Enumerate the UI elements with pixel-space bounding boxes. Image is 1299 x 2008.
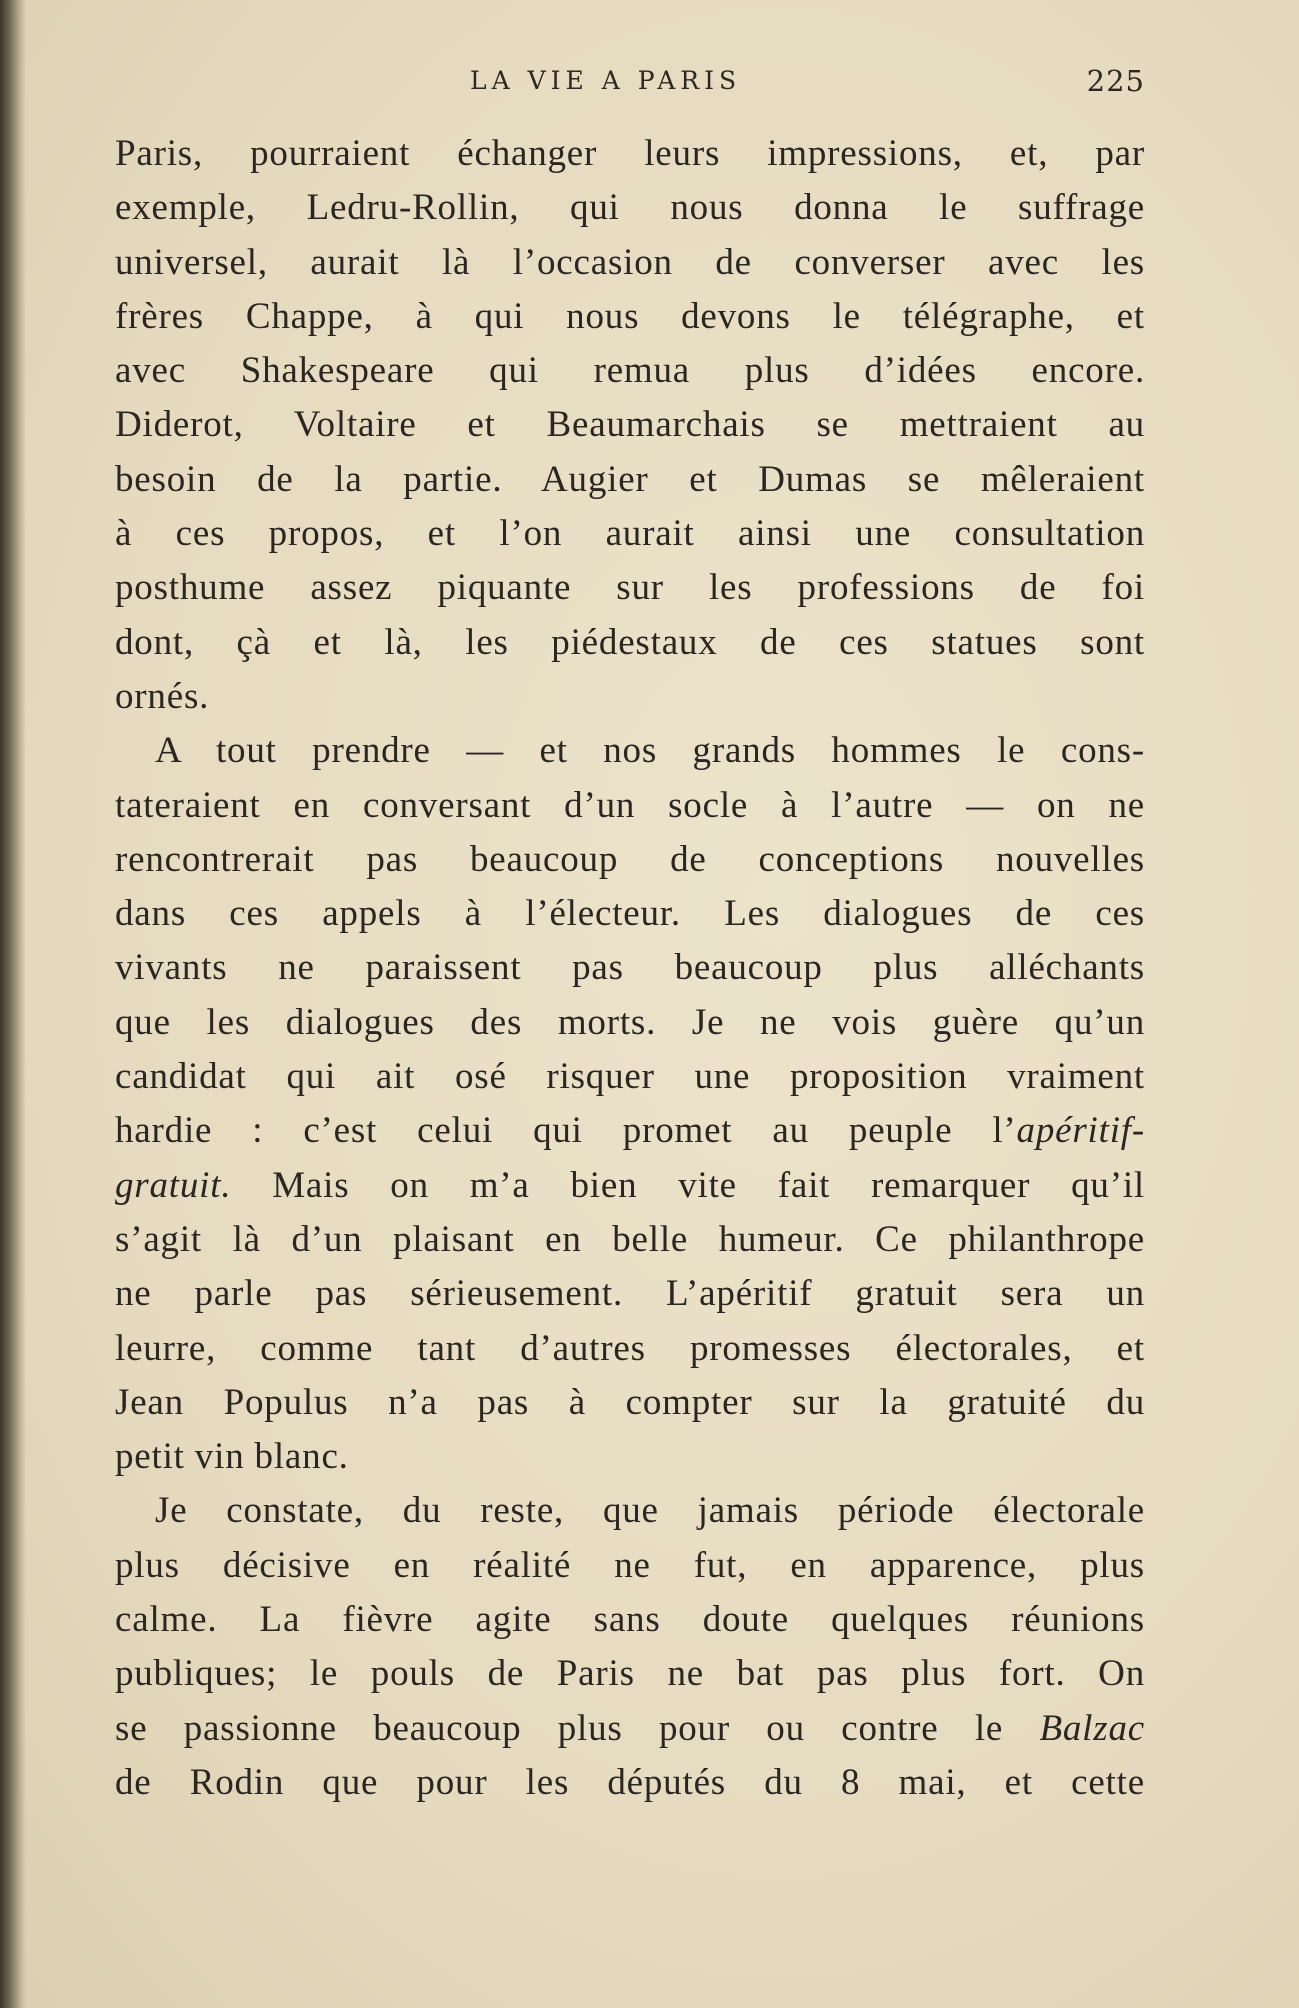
text-line: leurre, comme tant d’autres promesses électorales, et	[115, 1327, 1145, 1369]
text-line: publiques; le pouls de Paris ne bat pas plus fort. On	[115, 1653, 1145, 1695]
text-line: vivants ne paraissent pas beaucoup plus alléchants	[115, 947, 1145, 989]
text-segment: Mais on m’a bien vite fait remarquer qu’il	[231, 1164, 1145, 1206]
text-line: que les dialogues des morts. Je ne vois guère qu’un	[115, 1001, 1145, 1043]
paragraph-start-line: A tout prendre — et nos grands hommes le cons-	[155, 730, 1145, 772]
text-line: Jean Populus n’a pas à compter sur la gratuité du	[115, 1381, 1145, 1423]
text-line: s’agit là d’un plaisant en belle humeur. Ce philanthrope	[115, 1218, 1145, 1260]
text-line	[115, 1702, 1145, 1756]
text-line: Paris, pourraient échanger leurs impressions, et, par	[115, 133, 1145, 174]
text-line: ne parle pas sérieusement. L’apéritif gratuit sera un	[115, 1273, 1145, 1315]
page-number: 225	[1086, 64, 1145, 98]
italic-term: apéritif-	[1016, 1110, 1145, 1152]
text-segment: se passionne beaucoup plus pour ou contre le	[115, 1707, 1040, 1749]
binding-edge	[0, 0, 26, 2008]
text-line: candidat qui ait osé risquer une proposition vraiment	[115, 1056, 1145, 1098]
text-line: à ces propos, et l’on aurait ainsi une consultation	[115, 513, 1145, 555]
italic-term: Balzac	[1039, 1707, 1145, 1749]
text-line: exemple, Ledru-Rollin, qui nous donna le suffrage	[115, 187, 1145, 229]
body-text	[115, 127, 1145, 1810]
running-title: LA VIE A PARIS	[470, 66, 742, 95]
italic-term: gratuit.	[115, 1164, 232, 1206]
text-line: calme. La fièvre agite sans doute quelques réunions	[115, 1599, 1145, 1641]
text-line: avec Shakespeare qui remua plus d’idées encore.	[115, 350, 1145, 392]
text-line: posthume assez piquante sur les professions de foi	[115, 567, 1145, 609]
text-line: besoin de la partie. Augier et Dumas se mêleraient	[115, 458, 1145, 500]
running-head	[115, 62, 1145, 102]
text-line: plus décisive en réalité ne fut, en apparence, plus	[115, 1544, 1145, 1586]
text-line: tateraient en conversant d’un socle à l’autre — on ne	[115, 784, 1145, 826]
text-line: petit vin blanc.	[115, 1436, 349, 1478]
text-line: ornés.	[115, 675, 210, 717]
text-segment: hardie : c’est celui qui promet au peuple l’	[115, 1110, 1017, 1152]
text-line	[115, 1159, 1145, 1213]
text-line: frères Chappe, à qui nous devons le télégraphe, et	[115, 295, 1145, 337]
text-line	[115, 1104, 1145, 1158]
paragraph-start-line: Je constate, du reste, que jamais période électorale	[155, 1490, 1145, 1532]
text-line: Diderot, Voltaire et Beaumarchais se mettraient au	[115, 404, 1145, 446]
text-line: rencontrerait pas beaucoup de conceptions nouvelles	[115, 838, 1145, 880]
text-line: dans ces appels à l’électeur. Les dialogues de ces	[115, 893, 1145, 935]
text-line: de Rodin que pour les députés du 8 mai, et cette	[115, 1761, 1145, 1803]
text-line: dont, çà et là, les piédestaux de ces statues sont	[115, 621, 1145, 663]
text-line: universel, aurait là l’occasion de converser avec les	[115, 241, 1145, 283]
